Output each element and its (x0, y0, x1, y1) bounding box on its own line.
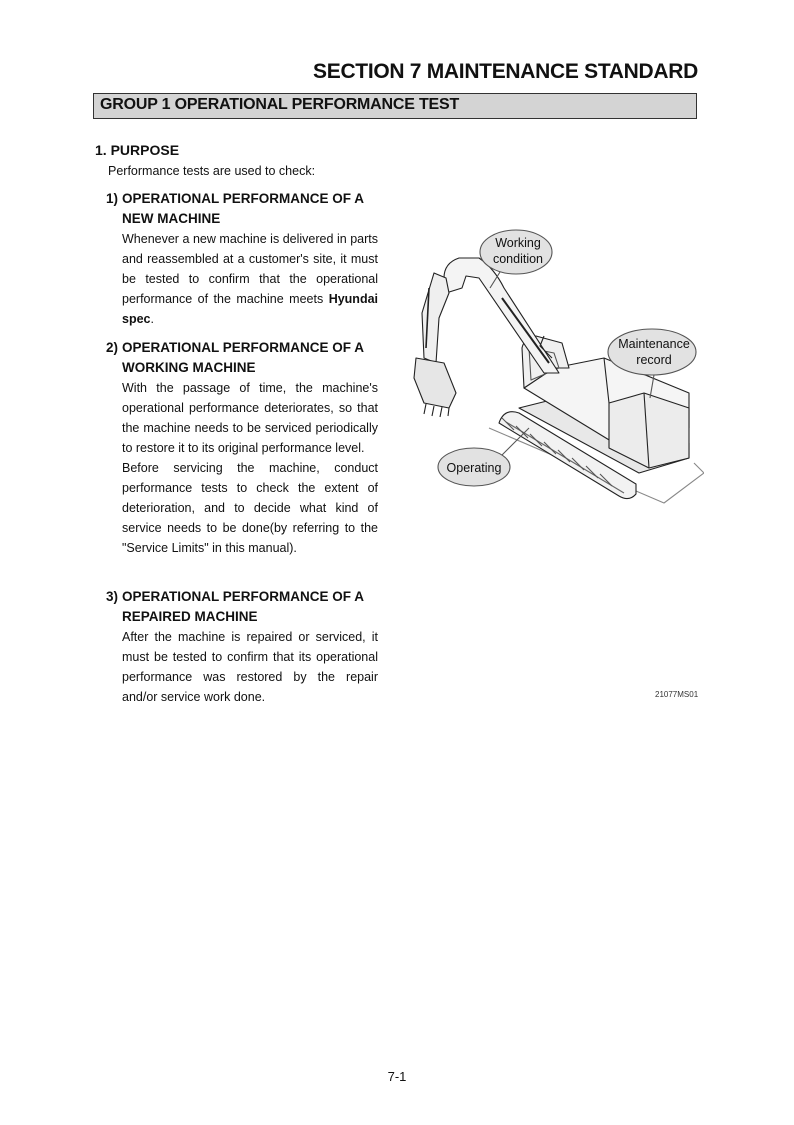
item-body-text: Whenever a new machine is delivered in parts and reassembled at a customer's site, it must be tested to confirm that the operational performance of the machine meets (122, 232, 378, 306)
purpose-item-new-machine (106, 189, 378, 329)
item-body-end: . (150, 312, 154, 326)
item-heading (106, 189, 378, 209)
callout-working-line2: condition (492, 252, 544, 266)
item-heading (106, 338, 378, 358)
callout-maintenance-line2: record (636, 353, 672, 367)
item-body: After the machine is repaired or serviced, it must be tested to confirm that its operational performance was restored by the repair and/or service work done. (122, 630, 378, 704)
item-number: 2) (106, 340, 119, 355)
item-body-paragraph-2: Before servicing the machine, conduct performance tests to check the extent of deterioration, and to decide what kind of service needs to be done(by referring to the "Service Limits" in this manual). (122, 461, 378, 555)
group-title-bar (93, 93, 697, 119)
item-number: 1) (106, 191, 119, 206)
item-number: 3) (106, 589, 119, 604)
hyundai-spec-text: Hyundai spec (122, 292, 378, 326)
item-heading-line1: OPERATIONAL PERFORMANCE OF A (122, 191, 365, 206)
purpose-intro: Performance tests are used to check: (108, 164, 316, 178)
group-title: GROUP 1 OPERATIONAL PERFORMANCE TEST (100, 96, 460, 113)
item-heading-line1: OPERATIONAL PERFORMANCE OF A (122, 589, 365, 604)
item-body (106, 229, 378, 329)
figure-code: 21077MS01 (655, 690, 699, 699)
item-heading-line2: WORKING MACHINE (122, 360, 256, 375)
item-heading-line2: REPAIRED MACHINE (122, 609, 258, 624)
purpose-item-working-machine (106, 338, 378, 558)
page-number: 7-1 (387, 1069, 407, 1084)
callout-operating: Operating (446, 461, 502, 475)
callout-maintenance-line1: Maintenance (618, 337, 690, 351)
purpose-heading: 1. PURPOSE (95, 142, 180, 158)
item-heading-line1: OPERATIONAL PERFORMANCE OF A (122, 340, 365, 355)
item-body-paragraph-1: With the passage of time, the machine's operational performance deteriorates, so that the machine needs to be serviced periodically to restore it to its original performance level. (122, 381, 378, 455)
item-heading (106, 587, 378, 607)
item-heading-line2: NEW MACHINE (122, 211, 221, 226)
purpose-item-repaired-machine (106, 587, 378, 707)
excavator-illustration (404, 218, 704, 528)
callout-working-line1: Working (495, 236, 541, 250)
section-title: SECTION 7 MAINTENANCE STANDARD (313, 60, 698, 83)
